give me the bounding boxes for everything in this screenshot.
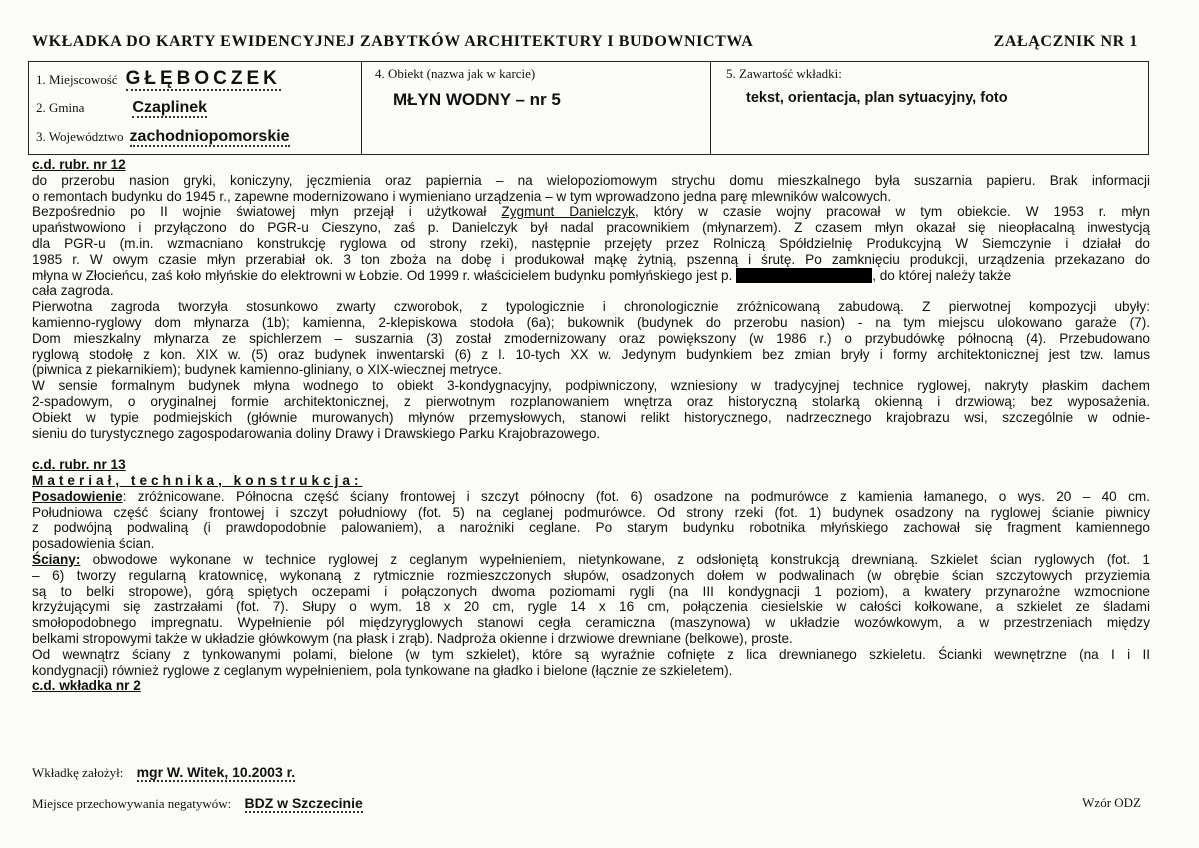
- foundation-label: Posadowienie: [32, 488, 123, 504]
- text-line: cała zagroda.: [32, 283, 114, 299]
- object-value-text: MŁYN WODNY – nr 5: [393, 90, 561, 109]
- text-line: Pierwotna zagroda tworzyła stosunkowo zwarty czworobok, z typologicznie i chronologicznie zróżnicowaną zabudową. Z pierwotnej kompozycji ubyły:: [32, 299, 1150, 315]
- walls-label: Ściany:: [32, 551, 81, 567]
- text-line: 2-spadowym, o oryginalnej formie architektonicznej, z pierwotnym rozplanowaniem wnętrza oraz historyczną stolarką okienną i drzwiową; bez wyposażenia.: [32, 393, 1150, 409]
- contents-label-text: 5. Zawartość wkładki:: [726, 66, 842, 81]
- text-line: Południowa część ściany frontowej i szczyt południowy (fot. 5) na ceglanej podmurówce. Od strony rzeki (fot. 1) budynek osadzony na ryglowej ścianie piwnicy: [32, 504, 1150, 520]
- object-label-text: 4. Obiekt (nazwa jak w karcie): [375, 66, 536, 81]
- locality-row: [36, 68, 281, 90]
- contents-value: [746, 90, 1008, 107]
- text-line: z podwójną podwaliną (i prawdopodobnie palowaniem), a narożniki ceglane. Po starym budynku robotnika młyńskiego zachował się fragment kamiennego: [32, 520, 1150, 536]
- annex-label: ZAŁĄCZNIK NR 1: [993, 33, 1138, 50]
- text-line: [32, 204, 1150, 220]
- section13-heading: c.d. rubr. nr 13: [32, 457, 126, 473]
- text-line: do przerobu nasion gryki, koniczyny, jęczmienia oraz papiernia – na wielopoziomowym strychu domu mieszkalnego była suszarnia papieru. Brak informacji: [32, 172, 1150, 188]
- commune-value: Czaplinek: [132, 99, 208, 116]
- location-column: [29, 62, 362, 154]
- section12-heading: c.d. rubr. nr 12: [32, 157, 126, 172]
- text-fragment: Bezpośrednio po II wojnie światowej młyn przejął i użytkował: [32, 204, 487, 220]
- text-line: ryglową stodołę z kon. XIX w. (5) oraz budynek inwentarski (6) z l. 10-tych XX w. Jedynym budynkiem bez zmian bryły i formy architektonicznej jest tzw. lamus: [32, 346, 1150, 362]
- object-label: [375, 65, 535, 83]
- storage-value: BDZ w Szczecinie: [244, 795, 363, 811]
- text-line: o remontach budynku do 1945 r., zapewne modernizowano i wymieniano urządzenia – w tym wprowadzono jedna parę mlewników walcowych.: [32, 188, 892, 204]
- voivodeship-label: 3. Województwo: [36, 129, 124, 144]
- author-value: mgr W. Witek, 10.2003 r.: [136, 764, 296, 780]
- text-line: kamienno-ryglowy dom młynarza (1b); kamienna, 2-klepiskowa stodoła (6a); bukownik (budynek do przerobu nasion) - na tym miejscu ulokowano garaże (7).: [32, 314, 1150, 330]
- owner-name: Zygmunt Danielczyk: [501, 204, 635, 220]
- text-fragment: , do której należy także: [872, 267, 1012, 283]
- contents-label: [726, 65, 842, 83]
- text-line: sieniu do turystycznego zagospodarowania doliny Drawy i Drawskiego Parku Krajobrazowego.: [32, 425, 601, 441]
- text-line: W sensie formalnym budynek młyna wodnego to obiekt 3-kondygnacyjny, podpiwniczony, wzniesiony w tradycyjnej technice ryglowej, nakryty płaskim dachem: [32, 378, 1150, 394]
- storage-label: Miejsce przechowywania negatywów:: [32, 796, 232, 811]
- text-line: – 6) tworzy regularną kratownicę, wykonaną z rytmicznie rozmieszczonych słupów, osadzonych dołem w podwalinach (w obrębie ścian szczytowych przyziemia: [32, 567, 1150, 583]
- contents-value-text: tekst, orientacja, plan sytuacyjny, foto: [746, 90, 1008, 106]
- text-line: belkami stropowymi także w układzie główkowym (na płask i zrąb). Nadproża okienne i drzwiowe drewniane (belkowe), proste.: [32, 630, 793, 646]
- text-line: Od wewnątrz ściany z tynkowanymi polami, bielone (w tym szkielet), które są wyraźnie cofnięte z lica drewnianego szkieletu. Ścianki wewnętrzne (na I i II: [32, 646, 1150, 662]
- storage-row: [32, 795, 363, 812]
- spacer: [32, 441, 1150, 457]
- section13-subheading: Materiał, technika, konstrukcja:: [32, 472, 363, 488]
- text-line: krzyżującymi się zastrzałami (fot. 7). Słupy o wym. 18 x 20 cm, rygle 14 x 16 cm, połączenia ciesielskie w całości kołkowane, a szkielet ze śladami: [32, 599, 1150, 615]
- locality-label: 1. Miejscowość: [36, 72, 118, 87]
- text-line: są to belki stropowe), górą spiętych oczepami i połączonych dwoma poziomami rygli (na III kondygnacji 1 poziom), a kwatery przynarożne wzmocnione: [32, 583, 1150, 599]
- text-line: dla PGR-u (m.in. wzmacniano konstrukcję ryglowa od strony rzeki), następnie przejęty przez Rolniczą Spółdzielnię Produkcyjną W Siemczynie i działał do: [32, 235, 1150, 251]
- contents-column: [710, 62, 1148, 154]
- locality-value: GŁĘBOCZEK: [125, 68, 281, 89]
- text-line: Obiekt w typie podmiejskich (głównie murowanych) młynów przemysłowych, stanowi relikt historycznego, nadrzecznego krajobrazu wsi, szczególnie w odnie-: [32, 409, 1150, 425]
- body-text: [32, 157, 1150, 694]
- author-label: Wkładkę założył:: [32, 765, 124, 780]
- text-line: [32, 489, 1150, 505]
- author-row: [32, 764, 295, 781]
- header-fields-table: [28, 61, 1149, 155]
- text-line: posadowienia ścian.: [32, 536, 155, 552]
- text-fragment: obwodowe wykonane w technice ryglowej z ceglanym wypełnieniem, nietynkowane, z odsłoniętą konstrukcją drewnianą. Szkielet ścian ryglowych (fot. 1: [80, 551, 1150, 567]
- text-line: [32, 552, 1150, 568]
- commune-row: [36, 99, 207, 117]
- text-fragment: młyna w Złocieńcu, zaś koło młyńskie do elektrowni w Łobzie. Od 1999 r. właścicielem budynku pomłyńskiego jest p.: [32, 267, 733, 283]
- object-column: [361, 62, 711, 154]
- template-label: Wzór ODZ: [1082, 795, 1141, 810]
- text-fragment: : zróżnicowane. Północna część ściany frontowej i szczyt północny (fot. 6) osadzone na podmurówce z kamienia łamanego, o wys. 20 – 40 cm.: [122, 488, 1150, 504]
- object-value: [393, 90, 561, 110]
- commune-label: 2. Gmina: [36, 100, 85, 115]
- text-line: (piwnica z piekarnikiem); budynek kamienno-gliniany, o XIX-wiecznej metryce.: [32, 362, 502, 378]
- text-line: upaństwowiono i przyłączono do PGR-u Cieszyno, zaś p. Danielczyk był nadal pracownikiem (młynarzem). Z czasem młyn okazał się nieopłacalną inwestycją: [32, 220, 1150, 236]
- text-fragment: , który w czasie wojny pracował w tym obiekcie. W 1953 r. młyn: [634, 204, 1150, 220]
- redaction-bar: [736, 268, 872, 283]
- voivodeship-value: zachodniopomorskie: [129, 128, 290, 145]
- voivodeship-row: [36, 128, 290, 146]
- text-line: [32, 268, 1150, 284]
- continuation-heading: c.d. wkładka nr 2: [32, 678, 141, 694]
- text-line: smołopodobnego impregnatu. Wypełnienie pól międzyryglowych stanowi cegła ceramiczna (maszynowa) w układzie wozówkowym, a w przestrzeniach między: [32, 615, 1150, 631]
- page-title: WKŁADKA DO KARTY EWIDENCYJNEJ ZABYTKÓW ARCHITEKTURY I BUDOWNICTWA: [32, 33, 754, 50]
- text-line: Dom mieszkalny młynarza ze spichlerzem – suszarnia (3) został zmodernizowany oraz powiększony (w 1986 r.) o przybudówkę północną (4). Przebudowano: [32, 330, 1150, 346]
- text-line: 1985 r. W owym czasie młyn przerabiał ok. 3 ton zboża na dobę i produkował mąkę żytnią, pszenną i śrutę. Po zamknięciu produkcji, urządzenia przekazano do: [32, 251, 1150, 267]
- text-line: kondygnacji) również ryglowe z ceglanym wypełnieniem, pola tynkowane na gładko i bielone (łącznie ze szkieletem).: [32, 662, 733, 678]
